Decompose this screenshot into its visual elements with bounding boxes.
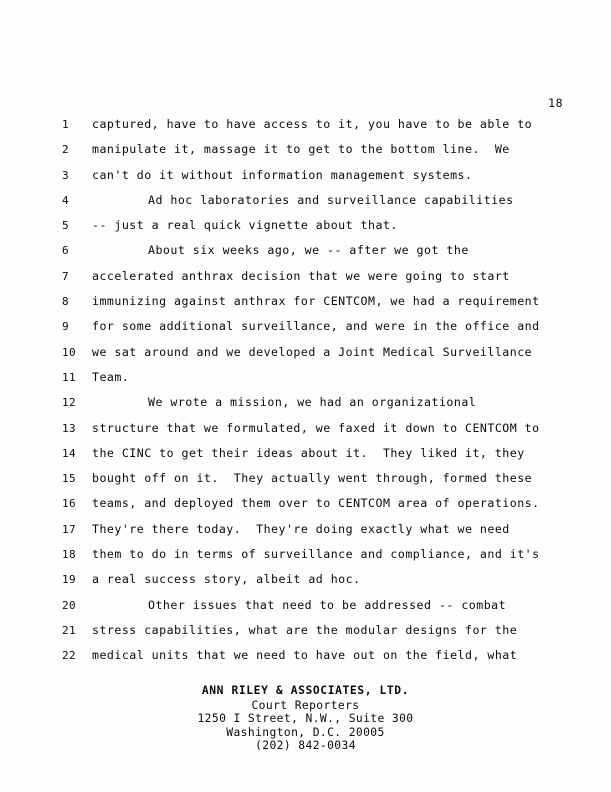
transcript-line xyxy=(62,218,569,243)
line-text: About six weeks ago, we -- after we got the xyxy=(148,243,469,258)
line-text: teams, and deployed them over to CENTCOM area of operations. xyxy=(92,496,540,511)
line-number: 19 xyxy=(62,573,77,587)
line-number: 14 xyxy=(62,446,77,460)
page-footer xyxy=(0,684,611,753)
transcript-line xyxy=(62,572,569,597)
line-number: 17 xyxy=(62,522,77,536)
transcript-body xyxy=(62,117,569,674)
line-number: 1 xyxy=(62,118,70,131)
transcript-line xyxy=(62,496,569,521)
line-text: we sat around and we developed a Joint Medical Surveillance xyxy=(92,344,533,359)
line-number: 11 xyxy=(62,370,77,384)
line-text: captured, have to have access to it, you have to be able to xyxy=(92,117,533,131)
line-text: accelerated anthrax decision that we were going to start xyxy=(92,268,510,283)
reporting-firm-city: Washington, D.C. 20005 xyxy=(226,725,385,739)
line-text: Team. xyxy=(92,369,130,384)
line-number: 12 xyxy=(62,396,77,410)
transcript-line xyxy=(62,421,569,446)
transcript-line xyxy=(62,370,569,395)
transcript-line xyxy=(62,648,569,673)
transcript-line xyxy=(62,446,569,471)
line-text: We wrote a mission, we had an organizational xyxy=(148,395,477,410)
transcript-line xyxy=(62,193,569,218)
line-number: 6 xyxy=(62,244,70,258)
line-text: the CINC to get their ideas about it. They liked it, they xyxy=(92,445,525,460)
line-number: 7 xyxy=(62,269,70,283)
line-number: 20 xyxy=(62,598,77,612)
line-text: bought off on it. They actually went through, formed these xyxy=(92,471,533,486)
line-text: stress capabilities, what are the modular designs for the xyxy=(92,622,518,637)
line-number: 10 xyxy=(62,345,77,359)
reporting-firm-address: 1250 I Street, N.W., Suite 300 xyxy=(197,712,414,726)
transcript-line xyxy=(62,117,569,142)
line-number: 21 xyxy=(62,623,77,637)
transcript-line xyxy=(62,294,569,319)
line-text: structure that we formulated, we faxed it down to CENTCOM to xyxy=(92,420,540,435)
transcript-line xyxy=(62,395,569,420)
line-text: them to do in terms of surveillance and compliance, and it's xyxy=(92,547,540,562)
transcript-line xyxy=(62,243,569,268)
line-text: medical units that we need to have out on the field, what xyxy=(92,648,518,663)
line-number: 13 xyxy=(62,421,77,435)
line-number: 9 xyxy=(62,320,70,334)
line-number: 16 xyxy=(62,497,77,511)
transcript-line xyxy=(62,471,569,496)
line-number: 2 xyxy=(62,143,70,157)
line-number: 4 xyxy=(62,193,70,207)
transcript-line xyxy=(62,168,569,193)
line-number: 5 xyxy=(62,219,70,233)
transcript-line xyxy=(62,269,569,294)
reporting-firm-role: Court Reporters xyxy=(251,698,360,712)
transcript-line xyxy=(62,623,569,648)
line-text: They're there today. They're doing exactly what we need xyxy=(92,521,510,536)
line-text: Ad hoc laboratories and surveillance capabilities xyxy=(148,192,514,207)
line-text: can't do it without information management systems. xyxy=(92,167,473,182)
reporting-firm-name: ANN RILEY & ASSOCIATES, LTD. xyxy=(201,684,410,697)
line-text: -- just a real quick vignette about that. xyxy=(92,218,398,233)
transcript-line xyxy=(62,142,569,167)
page-number: 18 xyxy=(548,96,563,110)
line-number: 22 xyxy=(62,649,77,663)
transcript-line xyxy=(62,598,569,623)
transcript-line xyxy=(62,522,569,547)
line-number: 18 xyxy=(62,548,77,562)
line-number: 8 xyxy=(62,295,70,309)
line-number: 3 xyxy=(62,168,70,182)
transcript-line xyxy=(62,547,569,572)
line-text: immunizing against anthrax for CENTCOM, we had a requirement xyxy=(92,294,540,309)
line-text: manipulate it, massage it to get to the bottom line. We xyxy=(92,142,510,157)
line-text: for some additional surveillance, and were in the office and xyxy=(92,319,540,334)
transcript-line xyxy=(62,319,569,344)
reporting-firm-phone: (202) 842-0034 xyxy=(255,739,356,753)
line-text: Other issues that need to be addressed -- combat xyxy=(148,597,507,612)
transcript-line xyxy=(62,345,569,370)
line-text: a real success story, albeit ad hoc. xyxy=(92,572,361,587)
line-number: 15 xyxy=(62,472,77,486)
